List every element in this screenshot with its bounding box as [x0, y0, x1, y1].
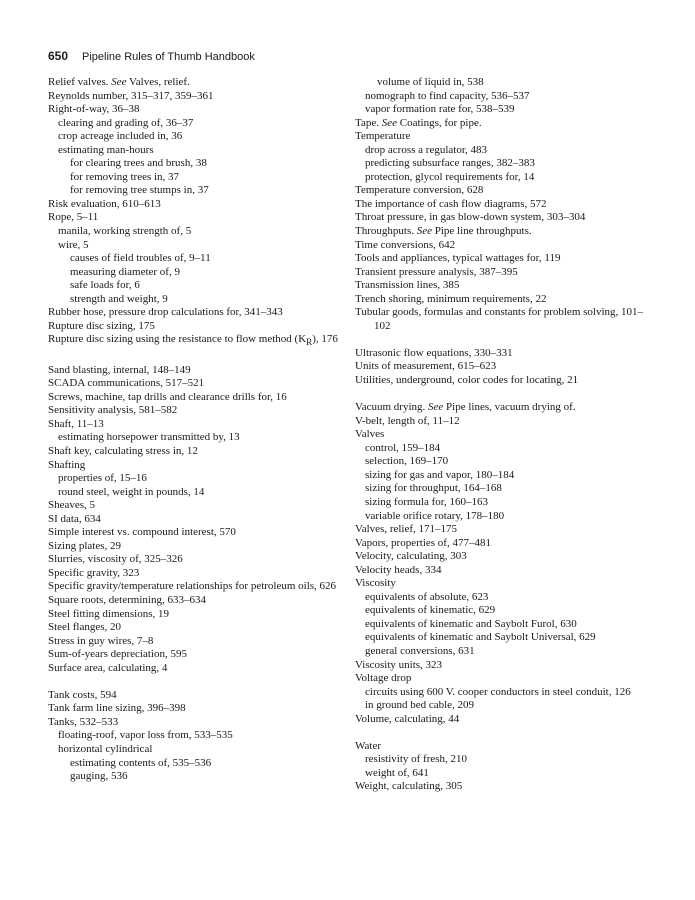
- entry-text: circuits using 600 V. cooper conductors in steel conduit, 126: [365, 685, 631, 698]
- entry-text: gauging, 536: [70, 770, 128, 783]
- index-entry: [355, 401, 655, 415]
- entry-text: Voltage drop: [355, 672, 412, 685]
- index-subentry: [48, 472, 338, 486]
- index-subentry: [48, 239, 338, 253]
- index-subentry: [355, 103, 655, 117]
- entry-text: Rupture disc sizing using the resistance to flow method (K: [48, 333, 307, 346]
- entry-text: Transmission lines, 385: [355, 279, 460, 292]
- index-entry: [355, 198, 655, 212]
- index-entry: [48, 662, 338, 676]
- index-subentry: [48, 279, 338, 293]
- entry-text: wire, 5: [58, 238, 89, 251]
- page-number: 650: [48, 49, 69, 63]
- entry-text: strength and weight, 9: [70, 292, 168, 305]
- index-subentry: [355, 144, 655, 158]
- letter-group-gap: [48, 675, 338, 689]
- entry-text: Ultrasonic flow equations, 330–331: [355, 346, 513, 359]
- entry-text: Stress in guy wires, 7–8: [48, 634, 154, 647]
- entry-text: drop across a regulator, 483: [365, 143, 488, 156]
- entry-text: Water: [355, 739, 381, 752]
- entry-text: Temperature: [355, 130, 411, 143]
- entry-text: Tools and appliances, typical wattages for, 119: [355, 252, 561, 265]
- index-entry: [48, 540, 338, 554]
- see-reference: See: [428, 401, 444, 414]
- entry-text: protection, glycol requirements for, 14: [365, 170, 535, 183]
- index-entry: [48, 377, 338, 391]
- entry-text: weight of, 641: [365, 766, 429, 779]
- entry-text: sizing for gas and vapor, 180–184: [365, 468, 515, 481]
- index-subentry: [355, 171, 655, 185]
- index-subentry: [355, 455, 655, 469]
- index-entry: [355, 184, 655, 198]
- entry-text-after: Pipe lines, vacuum drying of.: [443, 401, 576, 414]
- index-entry: [48, 553, 338, 567]
- letter-group-gap: [48, 350, 338, 364]
- index-entry: [355, 293, 655, 307]
- entry-text: Tank farm line sizing, 396–398: [48, 702, 186, 715]
- entry-text: causes of field troubles of, 9–11: [70, 252, 211, 265]
- entry-text: Valves, relief, 171–175: [355, 523, 458, 536]
- index-entry: [355, 564, 655, 578]
- entry-text: Risk evaluation, 610–613: [48, 197, 161, 210]
- index-entry: [48, 513, 338, 527]
- entry-text: estimating man-hours: [58, 143, 154, 156]
- entry-text: for removing tree stumps in, 37: [70, 184, 209, 197]
- entry-text: Vacuum drying.: [355, 401, 429, 414]
- index-entry: [355, 780, 655, 794]
- index-subentry: [355, 510, 655, 524]
- index-entry: [355, 279, 655, 293]
- entry-text: for clearing trees and brush, 38: [70, 157, 207, 170]
- entry-text: Viscosity units, 323: [355, 658, 443, 671]
- entry-text: Rubber hose, pressure drop calculations for, 341–343: [48, 306, 283, 319]
- index-entry: [355, 347, 655, 361]
- running-header: [48, 49, 255, 63]
- entry-text: Simple interest vs. compound interest, 570: [48, 526, 236, 539]
- index-entry: [355, 577, 655, 591]
- index-entry: [355, 523, 655, 537]
- entry-text: Velocity, calculating, 303: [355, 550, 467, 563]
- index-subentry: [355, 442, 655, 456]
- entry-text: clearing and grading of, 36–37: [58, 116, 194, 129]
- index-subentry: [355, 90, 655, 104]
- letter-group-gap: [355, 726, 655, 740]
- entry-text: Square roots, determining, 633–634: [48, 593, 206, 606]
- entry-text: Shaft key, calculating stress in, 12: [48, 444, 198, 457]
- index-subentry: [48, 144, 338, 158]
- entry-text: estimating horsepower transmitted by, 13: [58, 431, 240, 444]
- entry-text-after: ), 176: [312, 333, 338, 346]
- entry-text: safe loads for, 6: [70, 279, 140, 292]
- index-subentry: [355, 631, 655, 645]
- entry-text: Specific gravity, 323: [48, 566, 140, 579]
- entry-text: equivalents of absolute, 623: [365, 590, 489, 603]
- entry-text: Rupture disc sizing, 175: [48, 319, 155, 332]
- index-subentry: [355, 482, 655, 496]
- index-entry: [48, 76, 338, 90]
- entry-text: predicting subsurface ranges, 382–383: [365, 157, 535, 170]
- entry-text-after: Coatings, for pipe.: [396, 116, 482, 129]
- entry-text: Valves: [355, 428, 385, 441]
- index-entry: [48, 90, 338, 104]
- entry-text: Tanks, 532–533: [48, 715, 119, 728]
- entry-text: Transient pressure analysis, 387–395: [355, 265, 518, 278]
- index-entry: [48, 404, 338, 418]
- index-entry: [48, 608, 338, 622]
- entry-text: for removing trees in, 37: [70, 170, 180, 183]
- entry-text: Sensitivity analysis, 581–582: [48, 404, 178, 417]
- index-subentry: [48, 486, 338, 500]
- index-subentry: [48, 729, 338, 743]
- entry-text-after: Valves, relief.: [126, 76, 190, 88]
- index-entry: [48, 499, 338, 513]
- index-subentry: [355, 76, 655, 90]
- entry-text: estimating contents of, 535–536: [70, 756, 212, 769]
- index-entry: [48, 648, 338, 662]
- index-subentry: [355, 496, 655, 510]
- entry-text: Tank costs, 594: [48, 688, 117, 701]
- entry-text: sizing for throughput, 164–168: [365, 482, 502, 495]
- entry-text: variable orifice rotary, 178–180: [365, 509, 505, 522]
- index-subentry: [48, 130, 338, 144]
- entry-text: Right-of-way, 36–38: [48, 103, 140, 116]
- index-entry: [48, 716, 338, 730]
- index-entry: [48, 364, 338, 378]
- entry-text: Sheaves, 5: [48, 499, 96, 512]
- index-subentry: [355, 157, 655, 171]
- index-subentry: [48, 431, 338, 445]
- entry-text: The importance of cash flow diagrams, 572: [355, 197, 547, 210]
- entry-text: Steel fitting dimensions, 19: [48, 607, 169, 620]
- index-entry: [355, 117, 655, 131]
- entry-text: vapor formation rate for, 538–539: [365, 103, 515, 116]
- entry-text: control, 159–184: [365, 441, 441, 454]
- index-entry: [48, 306, 338, 320]
- index-subentry: [48, 293, 338, 307]
- entry-text: resistivity of fresh, 210: [365, 753, 468, 766]
- index-subentry: [48, 157, 338, 171]
- entry-text: SI data, 634: [48, 512, 101, 525]
- index-subentry: [355, 469, 655, 483]
- entry-text: manila, working strength of, 5: [58, 225, 192, 238]
- entry-text: Reynolds number, 315–317, 359–361: [48, 89, 214, 102]
- entry-text: Screws, machine, tap drills and clearance drills for, 16: [48, 390, 287, 403]
- entry-text: Viscosity: [355, 577, 396, 590]
- entry-text: equivalents of kinematic and Saybolt Universal, 629: [365, 631, 596, 644]
- entry-text: Throat pressure, in gas blow-down system, 303–304: [355, 211, 586, 224]
- index-subentry: [48, 743, 338, 757]
- index-entry: [355, 239, 655, 253]
- index-entry: [48, 445, 338, 459]
- index-subentry: [355, 604, 655, 618]
- index-entry: [48, 333, 338, 350]
- index-entry: [355, 740, 655, 754]
- entry-text: Utilities, underground, color codes for locating, 21: [355, 374, 579, 387]
- entry-text: sizing formula for, 160–163: [365, 495, 488, 508]
- entry-text: Weight, calculating, 305: [355, 780, 463, 793]
- entry-text: nomograph to find capacity, 536–537: [365, 89, 530, 102]
- index-entry: [355, 266, 655, 280]
- index-entry: [355, 659, 655, 673]
- index-column-left: [48, 76, 338, 784]
- entry-text: Throughputs.: [355, 225, 417, 238]
- index-entry: [355, 428, 655, 442]
- index-entry: [48, 689, 338, 703]
- entry-text: Trench shoring, minimum requirements, 22: [355, 292, 547, 305]
- entry-text: Tubular goods, formulas and constants for problem solving, 101–102: [355, 306, 644, 332]
- index-subentry: [48, 757, 338, 771]
- entry-text: Steel flanges, 20: [48, 621, 122, 634]
- index-entry: [355, 211, 655, 225]
- index-subentry: [355, 618, 655, 632]
- index-entry: [48, 198, 338, 212]
- index-entry: [355, 550, 655, 564]
- index-entry: [48, 567, 338, 581]
- index-subentry: [48, 225, 338, 239]
- letter-group-gap: [355, 333, 655, 347]
- see-reference: See: [381, 116, 397, 129]
- index-entry: [355, 306, 655, 333]
- index-subentry: [48, 117, 338, 131]
- entry-text: Surface area, calculating, 4: [48, 661, 168, 674]
- index-subentry: [48, 171, 338, 185]
- index-subentry: [48, 184, 338, 198]
- entry-text: V-belt, length of, 11–12: [355, 414, 460, 427]
- index-subentry: [355, 645, 655, 659]
- entry-text: in ground bed cable, 209: [365, 699, 475, 712]
- entry-text: Sum-of-years depreciation, 595: [48, 648, 187, 661]
- entry-text: Velocity heads, 334: [355, 563, 442, 576]
- entry-text: general conversions, 631: [365, 644, 475, 657]
- entry-text: crop acreage included in, 36: [58, 130, 183, 143]
- index-subentry: [48, 252, 338, 266]
- entry-text: floating-roof, vapor loss from, 533–535: [58, 729, 233, 742]
- subscript: R: [306, 337, 313, 348]
- index-entry: [355, 672, 655, 686]
- index-entry: [48, 635, 338, 649]
- index-entry: [48, 320, 338, 334]
- index-entry: [355, 374, 655, 388]
- entry-text: measuring diameter of, 9: [70, 265, 180, 278]
- letter-group-gap: [355, 388, 655, 402]
- index-subentry: [48, 266, 338, 280]
- index-subentry: [355, 591, 655, 605]
- entry-text: volume of liquid in, 538: [377, 76, 484, 88]
- entry-text: Specific gravity/temperature relationships for petroleum oils, 626: [48, 580, 337, 593]
- index-column-right: [355, 76, 655, 794]
- book-title: Pipeline Rules of Thumb Handbook: [82, 51, 255, 63]
- index-entry: [355, 415, 655, 429]
- entry-text: Sizing plates, 29: [48, 539, 122, 552]
- index-entry: [48, 594, 338, 608]
- index-subentry: [355, 767, 655, 781]
- index-entry: [48, 580, 338, 594]
- index-entry: [355, 713, 655, 727]
- index-entry: [48, 211, 338, 225]
- see-reference: See: [416, 225, 432, 238]
- index-subentry: [355, 699, 655, 713]
- entry-text: horizontal cylindrical: [58, 742, 153, 755]
- entry-text: SCADA communications, 517–521: [48, 377, 205, 390]
- index-subentry: [48, 770, 338, 784]
- entry-text: Slurries, viscosity of, 325–326: [48, 553, 183, 566]
- entry-text: Volume, calculating, 44: [355, 712, 460, 725]
- entry-text: Shaft, 11–13: [48, 417, 104, 430]
- entry-text: equivalents of kinematic, 629: [365, 604, 496, 617]
- entry-text: Temperature conversion, 628: [355, 184, 484, 197]
- index-entry: [48, 418, 338, 432]
- index-entry: [355, 252, 655, 266]
- index-entry: [48, 702, 338, 716]
- index-entry: [48, 621, 338, 635]
- entry-text: equivalents of kinematic and Saybolt Furol, 630: [365, 617, 577, 630]
- entry-text: Units of measurement, 615–623: [355, 360, 497, 373]
- index-entry: [48, 391, 338, 405]
- entry-text-after: Pipe line throughputs.: [432, 225, 532, 238]
- entry-text: properties of, 15–16: [58, 472, 147, 485]
- index-entry: [48, 526, 338, 540]
- entry-text: Rope, 5–11: [48, 211, 99, 224]
- entry-text: round steel, weight in pounds, 14: [58, 485, 205, 498]
- entry-text: selection, 169–170: [365, 455, 449, 468]
- entry-text: Vapors, properties of, 477–481: [355, 536, 491, 549]
- entry-text: Time conversions, 642: [355, 238, 456, 251]
- entry-text: Shafting: [48, 458, 86, 471]
- index-entry: [355, 537, 655, 551]
- index-subentry: [355, 686, 655, 700]
- index-entry: [48, 103, 338, 117]
- entry-text: Relief valves.: [48, 76, 112, 88]
- index-entry: [48, 459, 338, 473]
- see-reference: See: [111, 76, 127, 88]
- index-subentry: [355, 753, 655, 767]
- index-entry: [355, 225, 655, 239]
- index-entry: [355, 360, 655, 374]
- index-entry: [355, 130, 655, 144]
- entry-text: Tape.: [355, 116, 382, 129]
- entry-text: Sand blasting, internal, 148–149: [48, 363, 191, 376]
